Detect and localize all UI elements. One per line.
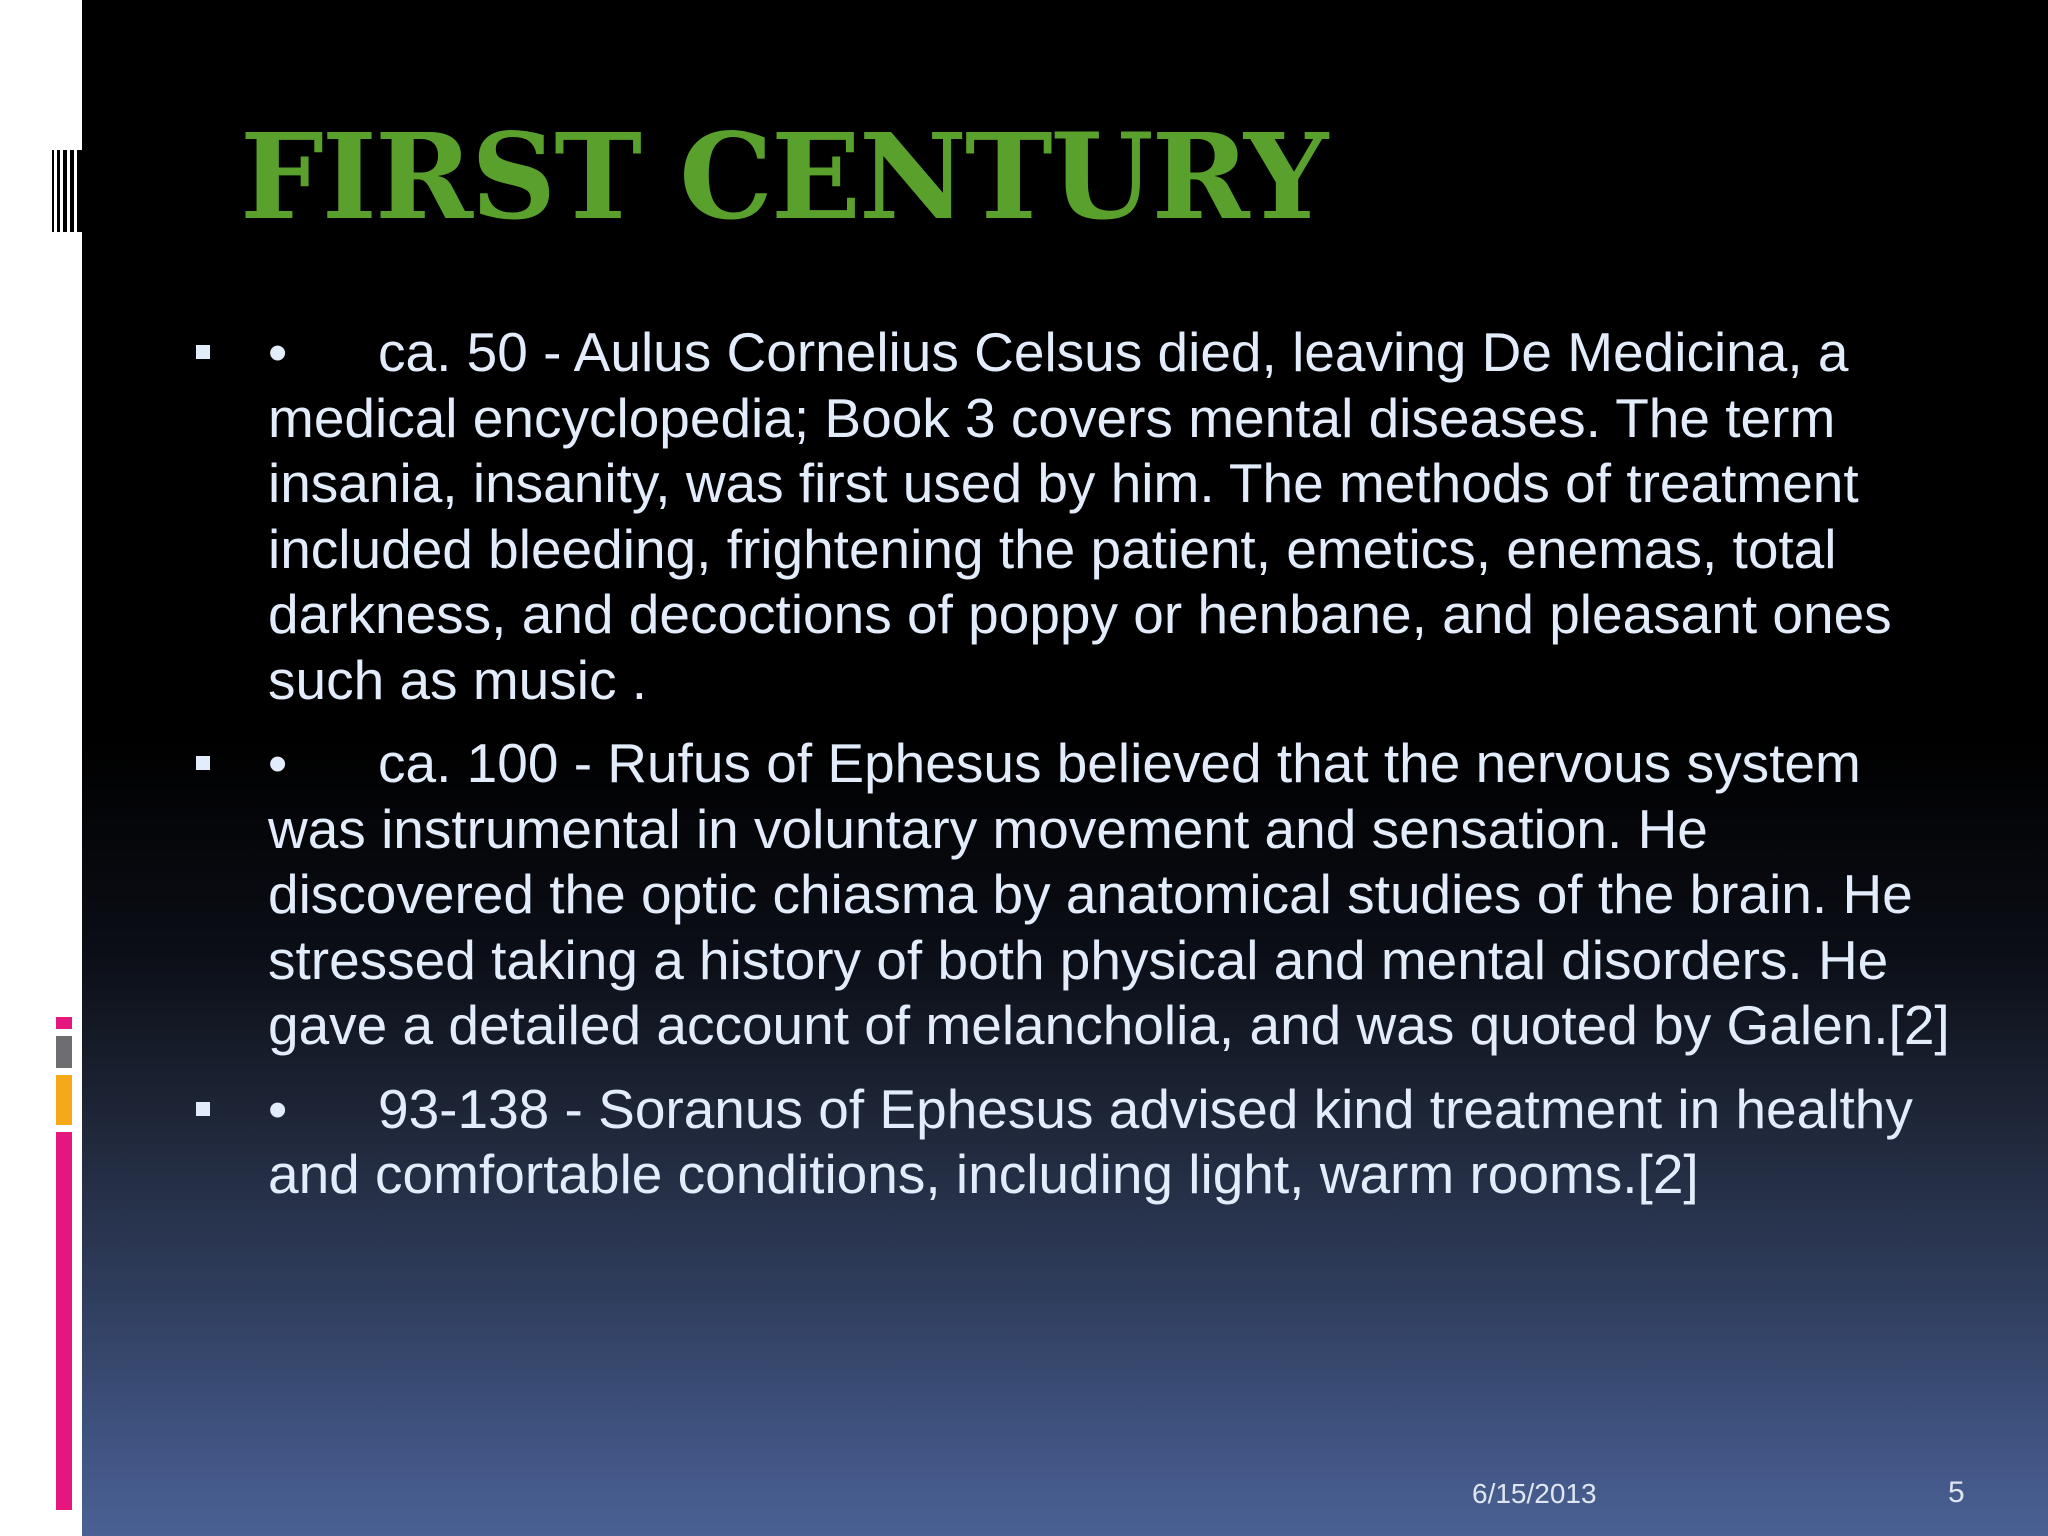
bullet-text: ca. 100 - Rufus of Ephesus believed that the nervous system was instrumental in voluntary movement and sensation. He discovered the optic chiasma by anatomical studies of the brain. He stressed taking a history of both physical and mental disorders. He gave a detailed account of melancholia, and was quoted by Galen.[2] xyxy=(268,732,1950,1056)
bullet-dot-glyph: • xyxy=(268,732,288,794)
bullet-item-soranus xyxy=(190,1077,1960,1208)
slide-title: FIRST CENTURY xyxy=(240,107,1327,246)
accent-bar-pink-small xyxy=(56,1017,72,1029)
bullet-text: 93-138 - Soranus of Ephesus advised kind treatment in healthy and comfortable conditions, including light, warm rooms.[2] xyxy=(268,1077,1913,1205)
footer-date: 6/15/2013 xyxy=(1472,1478,1597,1509)
bullet-item-rufus xyxy=(190,731,1960,1059)
accent-bar-pink-long xyxy=(56,1132,72,1510)
left-margin-band xyxy=(0,0,82,1536)
square-bullet-icon xyxy=(196,345,210,359)
square-bullet-icon xyxy=(196,1102,210,1116)
decorative-stripes xyxy=(52,150,82,232)
bullet-dot-glyph: • xyxy=(268,1077,288,1140)
bullet-item-celsus xyxy=(190,320,1960,713)
accent-bar-orange xyxy=(56,1075,72,1125)
accent-bar-gray xyxy=(56,1036,72,1068)
bullet-list xyxy=(190,320,1960,1226)
slide-number: 5 xyxy=(1948,1476,1965,1509)
square-bullet-icon xyxy=(196,756,210,770)
bullet-text: ca. 50 - Aulus Cornelius Celsus died, leaving De Medicina, a medical encyclopedia; Book 3 covers mental diseases. The term insania, insanity, was first used by him. The methods of treatment included bleeding, frightening the patient, emetics, enemas, total darkness, and decoctions of poppy or henbane, and pleasant ones such as music . xyxy=(268,321,1892,711)
bullet-dot-glyph: • xyxy=(268,321,288,383)
